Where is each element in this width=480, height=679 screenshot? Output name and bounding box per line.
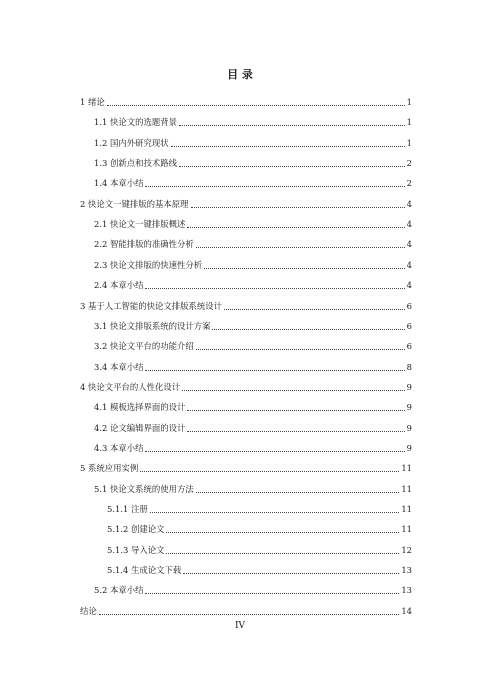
toc-entry-title: 1.1 快论文的选题背景 — [94, 117, 177, 128]
toc-entry-title: 2.1 快论文一键排版概述 — [94, 219, 186, 230]
toc-dot-leader — [107, 105, 405, 106]
toc-entry[interactable] — [80, 90, 412, 108]
toc-entry-page: 11 — [401, 504, 412, 514]
toc-entry-title: 1.3 创新点和技术路线 — [94, 158, 177, 169]
toc-entry-title: 3.4 本章小结 — [94, 361, 144, 372]
toc-entry-page: 4 — [406, 219, 412, 230]
toc-entry-title: 5 系统应用实例 — [80, 463, 139, 474]
toc-entry[interactable] — [94, 355, 412, 373]
toc-dot-leader — [187, 431, 404, 432]
toc-dot-leader — [171, 146, 405, 147]
toc-entry-page: 9 — [406, 402, 412, 413]
toc-entry-page: 9 — [406, 442, 412, 453]
toc-entry[interactable] — [94, 232, 412, 250]
toc-dot-leader — [179, 166, 405, 167]
toc-dot-leader — [150, 512, 400, 513]
toc-entry[interactable] — [80, 192, 412, 210]
toc-dot-leader — [196, 247, 405, 248]
toc-entry-page: 6 — [406, 320, 412, 331]
toc-entry-page: 9 — [406, 422, 412, 433]
toc-entry[interactable] — [94, 395, 412, 413]
toc-entry[interactable] — [94, 253, 412, 271]
toc-dot-leader — [187, 227, 404, 228]
toc-entry-title: 1 绪论 — [80, 97, 105, 107]
toc-entry[interactable] — [94, 314, 412, 332]
toc-entry-title: 2 快论文一键排版的基本原理 — [80, 198, 189, 209]
toc-entry-page: 11 — [401, 463, 412, 474]
toc-dot-leader — [166, 532, 399, 533]
toc-entry-page: 4 — [406, 198, 412, 209]
toc-dot-leader — [196, 492, 400, 493]
toc-dot-leader — [179, 125, 405, 126]
toc-entry[interactable] — [107, 497, 412, 515]
toc-entry-page: 1 — [406, 97, 412, 107]
toc-dot-leader — [204, 268, 405, 269]
toc-entry[interactable] — [80, 294, 412, 312]
toc-entry[interactable] — [107, 517, 412, 535]
toc-entry-title: 5.1.1 注册 — [107, 504, 148, 514]
toc-dot-leader — [145, 370, 404, 371]
toc-dot-leader — [166, 553, 399, 554]
toc-entry-page: 11 — [401, 483, 412, 494]
toc-dot-leader — [145, 288, 404, 289]
toc-entry-title: 5.2 本章小结 — [94, 585, 144, 596]
toc-entry-page: 1 — [406, 137, 412, 148]
toc-entry[interactable] — [80, 599, 412, 617]
toc-entry-page: 4 — [406, 239, 412, 250]
toc-entry[interactable] — [107, 558, 412, 576]
toc-entry-title: 结论 — [80, 605, 97, 616]
toc-entry[interactable] — [80, 375, 412, 393]
toc-dot-leader — [182, 390, 405, 391]
toc-entry-title: 4.3 本章小结 — [94, 442, 144, 453]
toc-entry[interactable] — [94, 436, 412, 454]
toc-entry-title: 3.1 快论文排版系统的设计方案 — [94, 320, 211, 331]
toc-entry-page: 13 — [401, 565, 412, 576]
toc-dot-leader — [99, 614, 400, 615]
toc-dot-leader — [145, 451, 404, 452]
toc-entry-title: 2.3 快论文排版的快速性分析 — [94, 259, 203, 270]
toc-dot-leader — [145, 593, 399, 594]
toc-entry-title: 1.2 国内外研究现状 — [94, 137, 169, 148]
toc-entry-page: 14 — [401, 605, 412, 616]
toc-entry-title: 4 快论文平台的人性化设计 — [80, 381, 181, 392]
toc-entry-title: 4.2 论文编辑界面的设计 — [94, 422, 186, 433]
toc-entry-page: 4 — [406, 259, 412, 270]
toc-entry[interactable] — [94, 477, 412, 495]
toc-dot-leader — [224, 309, 405, 310]
toc-entry-page: 9 — [406, 381, 412, 392]
toc-entry-page: 2 — [406, 178, 412, 189]
toc-entry[interactable] — [94, 110, 412, 128]
toc-entry-title: 5.1 快论文系统的使用方法 — [94, 483, 194, 494]
toc-dot-leader — [187, 410, 404, 411]
toc-entry[interactable] — [94, 578, 412, 596]
toc-dot-leader — [212, 329, 404, 330]
toc-entry-title: 2.4 本章小结 — [94, 280, 144, 291]
page-number: IV — [234, 621, 246, 631]
toc-entry-title: 5.1.4 生成论文下载 — [107, 565, 182, 576]
page-title: 目 录 — [227, 68, 253, 81]
toc-entry-title: 2.2 智能排版的准确性分析 — [94, 239, 194, 250]
toc-entry-title: 3.2 快论文平台的功能介绍 — [94, 341, 194, 352]
toc-entry[interactable] — [94, 131, 412, 149]
toc-entry[interactable] — [94, 273, 412, 291]
toc-entry-page: 2 — [406, 158, 412, 169]
toc-entry[interactable] — [94, 171, 412, 189]
toc-entry-page: 8 — [406, 361, 412, 372]
toc-entry-page: 6 — [406, 341, 412, 352]
toc-entry[interactable] — [107, 538, 412, 556]
toc-entry-title: 5.1.3 导入论文 — [107, 544, 165, 555]
toc-entry-title: 5.1.2 创建论文 — [107, 524, 165, 535]
toc-entry-title: 4.1 模板选择界面的设计 — [94, 402, 186, 413]
toc-dot-leader — [196, 349, 405, 350]
toc-entry[interactable] — [94, 416, 412, 434]
toc-entry[interactable] — [94, 151, 412, 169]
toc-dot-leader — [191, 207, 405, 208]
toc-dot-leader — [183, 573, 399, 574]
toc-entry-page: 12 — [401, 544, 412, 555]
toc-dot-leader — [140, 471, 399, 472]
toc-entry-page: 11 — [401, 524, 412, 535]
toc-entry-page: 4 — [406, 280, 412, 291]
toc-entry-page: 1 — [406, 117, 412, 128]
toc-dot-leader — [145, 186, 404, 187]
toc-entry[interactable] — [80, 456, 412, 474]
toc-entry-title: 3 基于人工智能的快论文排版系统设计 — [80, 300, 222, 311]
toc-entry-page: 6 — [406, 300, 412, 311]
toc-entry[interactable] — [94, 334, 412, 352]
toc-entry-title: 1.4 本章小结 — [94, 178, 144, 189]
toc-entry-page: 13 — [401, 585, 412, 596]
toc-entry[interactable] — [94, 212, 412, 230]
